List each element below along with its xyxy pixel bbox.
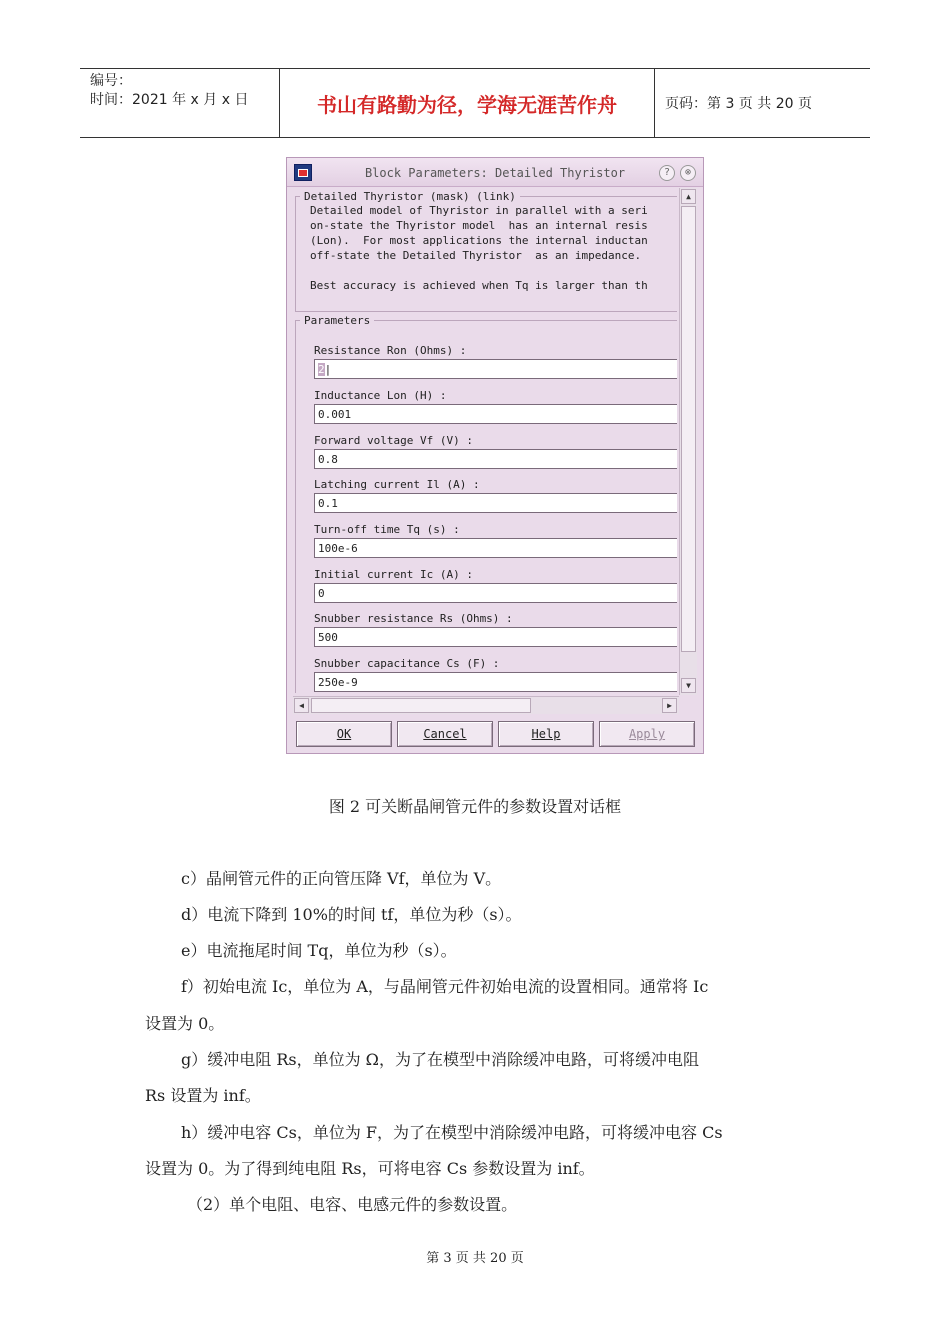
dialog-content (293, 188, 677, 693)
body-paragraph: f）初始电流 Ic，单位为 A，与晶闸管元件初始电流的设置相同。通常将 Ic (181, 977, 709, 996)
figure-caption: 图 2 可关断晶闸管元件的参数设置对话框 (328, 797, 622, 816)
param-input-tq[interactable]: 100e-6 (314, 538, 677, 558)
param-label-ic: Initial current Ic (A) : (314, 568, 473, 581)
vertical-scrollbar[interactable] (679, 188, 697, 695)
body-paragraph: 设置为 0。 (145, 1014, 225, 1033)
param-label-il: Latching current Il (A) : (314, 478, 480, 491)
header-number: 编号： (90, 73, 132, 89)
body-paragraph: Rs 设置为 inf。 (145, 1086, 261, 1105)
page-footer: 第 3 页 共 20 页 (426, 1251, 524, 1266)
vertical-scroll-thumb[interactable] (681, 206, 696, 652)
param-input-ron[interactable]: 2| (314, 359, 677, 379)
body-paragraph: g）缓冲电阻 Rs，单位为 Ω，为了在模型中消除缓冲电路，可将缓冲电阻 (181, 1050, 699, 1069)
scroll-up-arrow-icon[interactable]: ▲ (681, 189, 696, 204)
block-parameters-dialog (286, 157, 704, 754)
horizontal-scroll-thumb[interactable] (311, 698, 531, 713)
param-label-ron: Resistance Ron (Ohms) : (314, 344, 467, 357)
dialog-titlebar (287, 158, 703, 187)
description-line: Detailed model of Thyristor in parallel with a seri (310, 204, 648, 217)
header-date: 时间：2021 年 x 月 x 日 (90, 92, 249, 108)
param-label-tq: Turn-off time Tq (s) : (314, 523, 460, 536)
apply-button[interactable]: Apply (599, 721, 695, 747)
description-line: Best accuracy is achieved when Tq is larger than th (310, 279, 648, 292)
header-meta (80, 69, 280, 137)
scroll-left-arrow-icon[interactable]: ◀ (294, 698, 309, 713)
description-line: on-state the Thyristor model has an internal resis (310, 219, 648, 232)
description-legend: Detailed Thyristor (mask) (link) (304, 190, 516, 203)
horizontal-scrollbar[interactable] (293, 696, 679, 714)
body-paragraph: d）电流下降到 10%的时间 tf，单位为秒（s）。 (181, 905, 522, 924)
description-line (310, 263, 677, 278)
parameters-group (295, 314, 677, 693)
description-line: (Lon). For most applications the internal inductan (310, 234, 648, 247)
param-input-cs[interactable]: 250e-9 (314, 672, 677, 692)
param-label-rs: Snubber resistance Rs (Ohms) : (314, 612, 513, 625)
body-paragraph: e）电流拖尾时间 Tq，单位为秒（s）。 (181, 941, 457, 960)
close-icon[interactable]: ⊗ (680, 165, 696, 181)
ok-button[interactable]: OK (296, 721, 392, 747)
header-page: 页码：第 3 页 共 20 页 (665, 96, 812, 112)
cancel-button[interactable]: Cancel (397, 721, 493, 747)
param-label-cs: Snubber capacitance Cs (F) : (314, 657, 500, 670)
param-input-vf[interactable]: 0.8 (314, 449, 677, 469)
param-input-ic[interactable]: 0 (314, 583, 677, 603)
header-motto: 书山有路勤为径，学海无涯苦作舟 (280, 69, 655, 137)
body-paragraph: h）缓冲电容 Cs，单位为 F，为了在模型中消除缓冲电路，可将缓冲电容 Cs (181, 1123, 723, 1142)
scroll-down-arrow-icon[interactable]: ▼ (681, 678, 696, 693)
help-icon[interactable]: ? (659, 165, 675, 181)
param-input-rs[interactable]: 500 (314, 627, 677, 647)
body-paragraph: 设置为 0。为了得到纯电阻 Rs，可将电容 Cs 参数设置为 inf。 (145, 1159, 595, 1178)
parameters-legend: Parameters (304, 314, 371, 327)
help-button[interactable]: Help (498, 721, 594, 747)
param-value: 2 (318, 363, 325, 376)
dialog-title: Block Parameters: Detailed Thyristor (364, 166, 626, 180)
page-header (80, 68, 870, 138)
param-label-lon: Inductance Lon (H) : (314, 389, 447, 402)
body-paragraph: （2）单个电阻、电容、电感元件的参数设置。 (187, 1195, 518, 1214)
description-line: off-state the Detailed Thyristor as an impedance. (310, 249, 642, 262)
param-input-lon[interactable]: 0.001 (314, 404, 677, 424)
body-paragraph: c）晶闸管元件的正向管压降 Vf，单位为 V。 (181, 869, 502, 888)
param-label-vf: Forward voltage Vf (V) : (314, 434, 473, 447)
scroll-right-arrow-icon[interactable]: ▶ (662, 698, 677, 713)
description-group (295, 190, 677, 312)
param-input-il[interactable]: 0.1 (314, 493, 677, 513)
